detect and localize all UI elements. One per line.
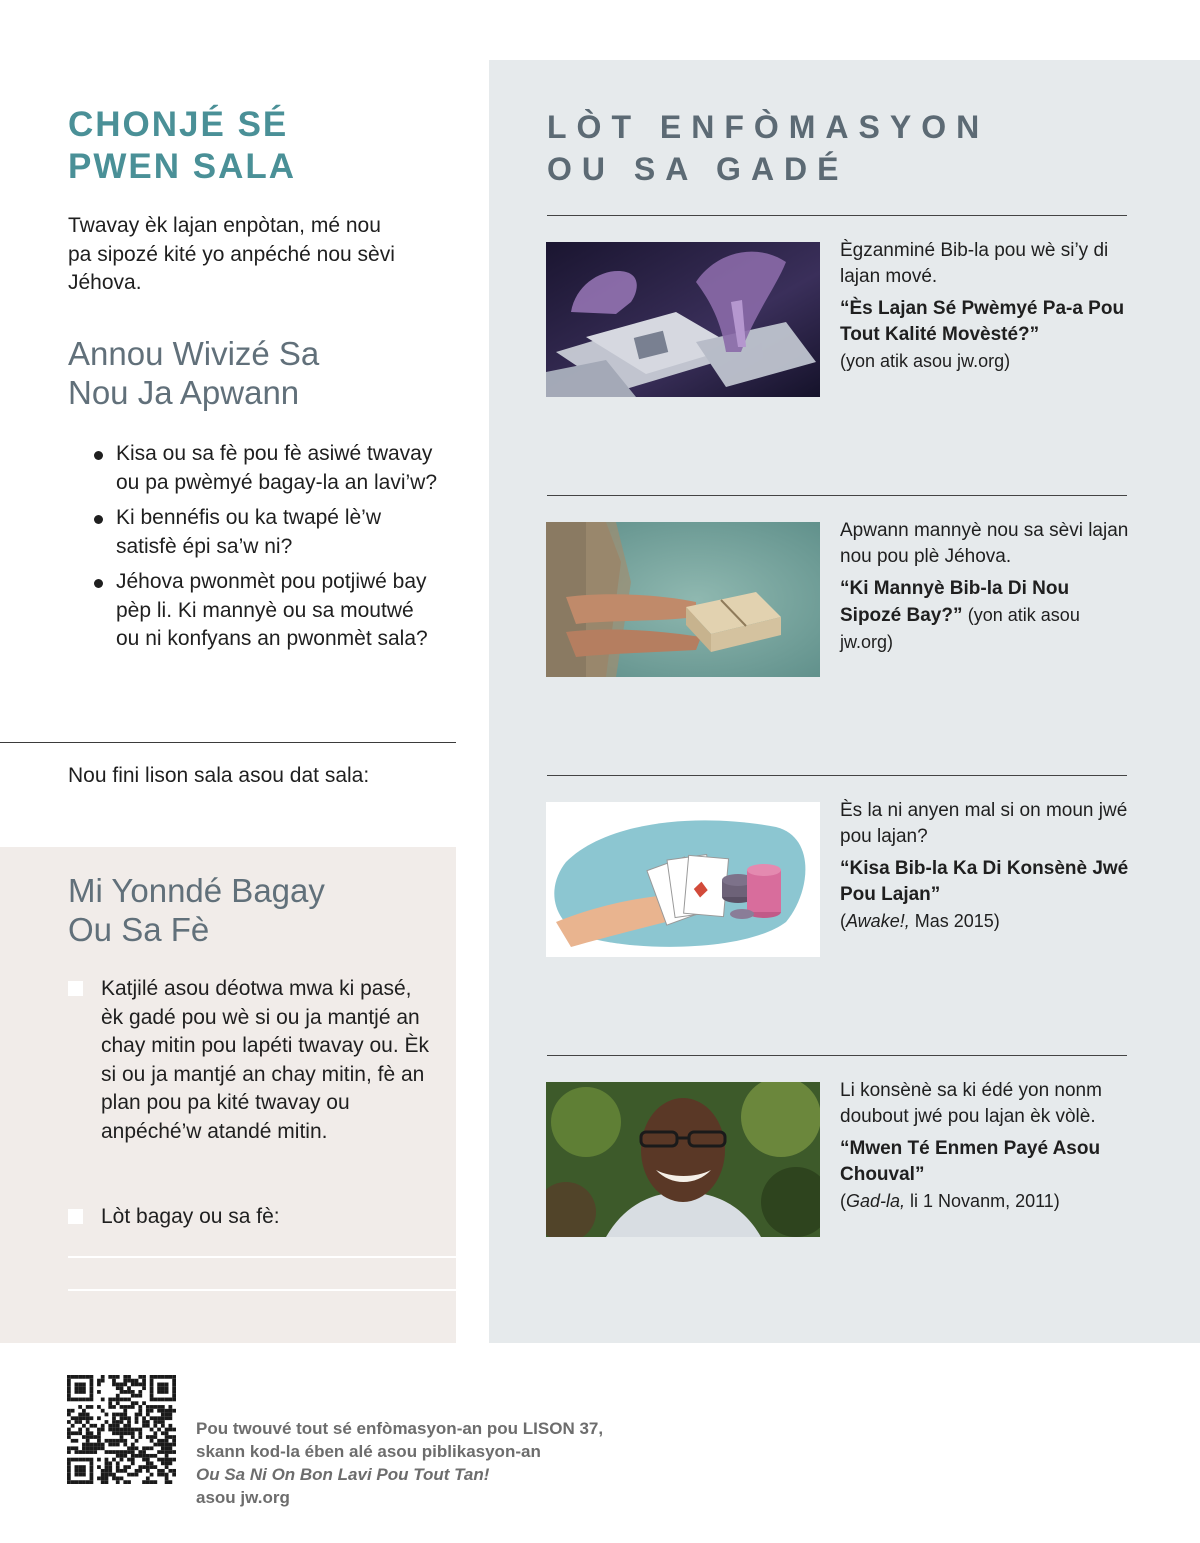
publication-title[interactable]: Ou Sa Ni On Bon Lavi Pou Tout Tan! xyxy=(196,1465,490,1484)
review-question-list xyxy=(92,440,442,661)
footer-note xyxy=(196,1417,716,1509)
divider xyxy=(547,1055,1127,1056)
resource-link[interactable] xyxy=(840,856,1130,935)
resource-title: “Kisa Bib-la Ka Di Konsènè Jwé Pou Lajan” xyxy=(840,858,1129,905)
try-this-item: Katjilé asou déotwa mwa ki pasé, èk gadé pou wè si ou ja mantjé an chay mitin pou lapéti twavay ou. Èk si ou ja mantjé an chay mitin, fè an plan pou pa kité twavay ou anpéché’w atandé mitin. xyxy=(101,977,430,1143)
review-question-text: Kisa ou sa fè pou fè asiwé twavay ou pa pwèmyé bagay-la an lavi’w? xyxy=(116,442,438,494)
summary-title-line1: CHONJÉ SÉ xyxy=(68,105,289,144)
review-title-line1: Annou Wivizé Sa xyxy=(68,335,320,372)
divider xyxy=(547,495,1127,496)
try-this-title-line2: Ou Sa Fè xyxy=(68,910,210,948)
summary-title-line2: PWEN SALA xyxy=(68,147,296,186)
bullet-icon xyxy=(94,451,103,460)
try-this-item: Lòt bagay ou sa fè: xyxy=(101,1205,280,1228)
footer-line3: Ou Sa Ni On Bon Lavi Pou Tout Tan! asou jw.org xyxy=(196,1465,490,1507)
resource-item xyxy=(840,798,1130,935)
resource-description: Apwann mannyè nou sa sèvi lajan nou pou plè Jéhova. xyxy=(840,520,1129,567)
smiling-man-image xyxy=(546,1082,820,1237)
try-this-title-line1: Mi Yonndé Bagay xyxy=(68,872,325,909)
more-info-title xyxy=(547,106,1147,190)
review-title xyxy=(68,335,428,412)
footer-line1: Pou twouvé tout sé enfòmasyon-an pou LISON 37, xyxy=(196,1419,604,1438)
resource-link[interactable] xyxy=(840,576,1130,656)
resource-source: (Awake!, Mas 2015) xyxy=(840,911,1000,931)
resource-source: (yon atik asou jw.org) xyxy=(840,605,1080,652)
resource-description: Ès la ni anyen mal si on moun jwé pou lajan? xyxy=(840,800,1128,847)
review-question xyxy=(92,504,442,561)
resource-item xyxy=(840,238,1130,375)
write-in-line[interactable] xyxy=(68,1256,456,1258)
cards-chips-image xyxy=(546,802,820,957)
resource-title: “Mwen Té Enmen Payé Asou Chouval” xyxy=(840,1138,1101,1185)
task-checkbox[interactable] xyxy=(68,981,83,996)
package-hands-image xyxy=(546,522,820,677)
bullet-icon xyxy=(94,579,103,588)
qr-code-icon[interactable] xyxy=(67,1375,176,1484)
resource-description: Li konsènè sa ki édé yon nonm doubout jwé pou lajan èk vòlè. xyxy=(840,1080,1102,1127)
divider xyxy=(547,775,1127,776)
more-info-title-line2: OU SA GADÉ xyxy=(547,151,849,187)
resource-source: (Gad-la, li 1 Novanm, 2011) xyxy=(840,1191,1060,1211)
finished-date-label: Nou fini lison sala asou dat sala: xyxy=(68,764,370,787)
review-question xyxy=(92,440,442,497)
divider xyxy=(0,742,456,743)
review-question-text: Jéhova pwonmèt pou potjiwé bay pèp li. Ki mannyè ou sa moutwé ou ni konfyans an pwonmèt sala? xyxy=(116,570,428,650)
resource-title: “Ès Lajan Sé Pwèmyé Pa-a Pou Tout Kalité Movèsté?” xyxy=(840,298,1125,345)
review-question-text: Ki bennéfis ou ka twapé lè’w satisfè épi sa’w ni? xyxy=(116,506,381,558)
resource-item xyxy=(840,518,1130,656)
summary-title xyxy=(68,104,448,188)
more-info-title-line1: LÒT ENFÒMASYON xyxy=(547,109,990,145)
resource-link[interactable] xyxy=(840,1136,1130,1215)
resource-source: (yon atik asou jw.org) xyxy=(840,351,1011,371)
try-this-title xyxy=(68,872,428,949)
resource-link[interactable] xyxy=(840,296,1130,375)
review-title-line2: Nou Ja Apwann xyxy=(68,373,300,411)
money-hands-image xyxy=(546,242,820,397)
bullet-icon xyxy=(94,515,103,524)
footer-line2: skann kod-la ében alé asou piblikasyon-an xyxy=(196,1442,541,1461)
task-checkbox[interactable] xyxy=(68,1209,83,1224)
resource-title: “Ki Mannyè Bib-la Di Nou Sipozé Bay?” xyxy=(840,578,1070,626)
resource-item xyxy=(840,1078,1130,1215)
summary-text: Twavay èk lajan enpòtan, mé nou pa sipozé kité yo anpéché nou sèvi Jéhova. xyxy=(68,214,395,294)
review-question xyxy=(92,568,442,654)
write-in-line[interactable] xyxy=(68,1289,456,1291)
resource-description: Ègzanminé Bib-la pou wè si’y di lajan mové. xyxy=(840,240,1109,287)
divider xyxy=(547,215,1127,216)
